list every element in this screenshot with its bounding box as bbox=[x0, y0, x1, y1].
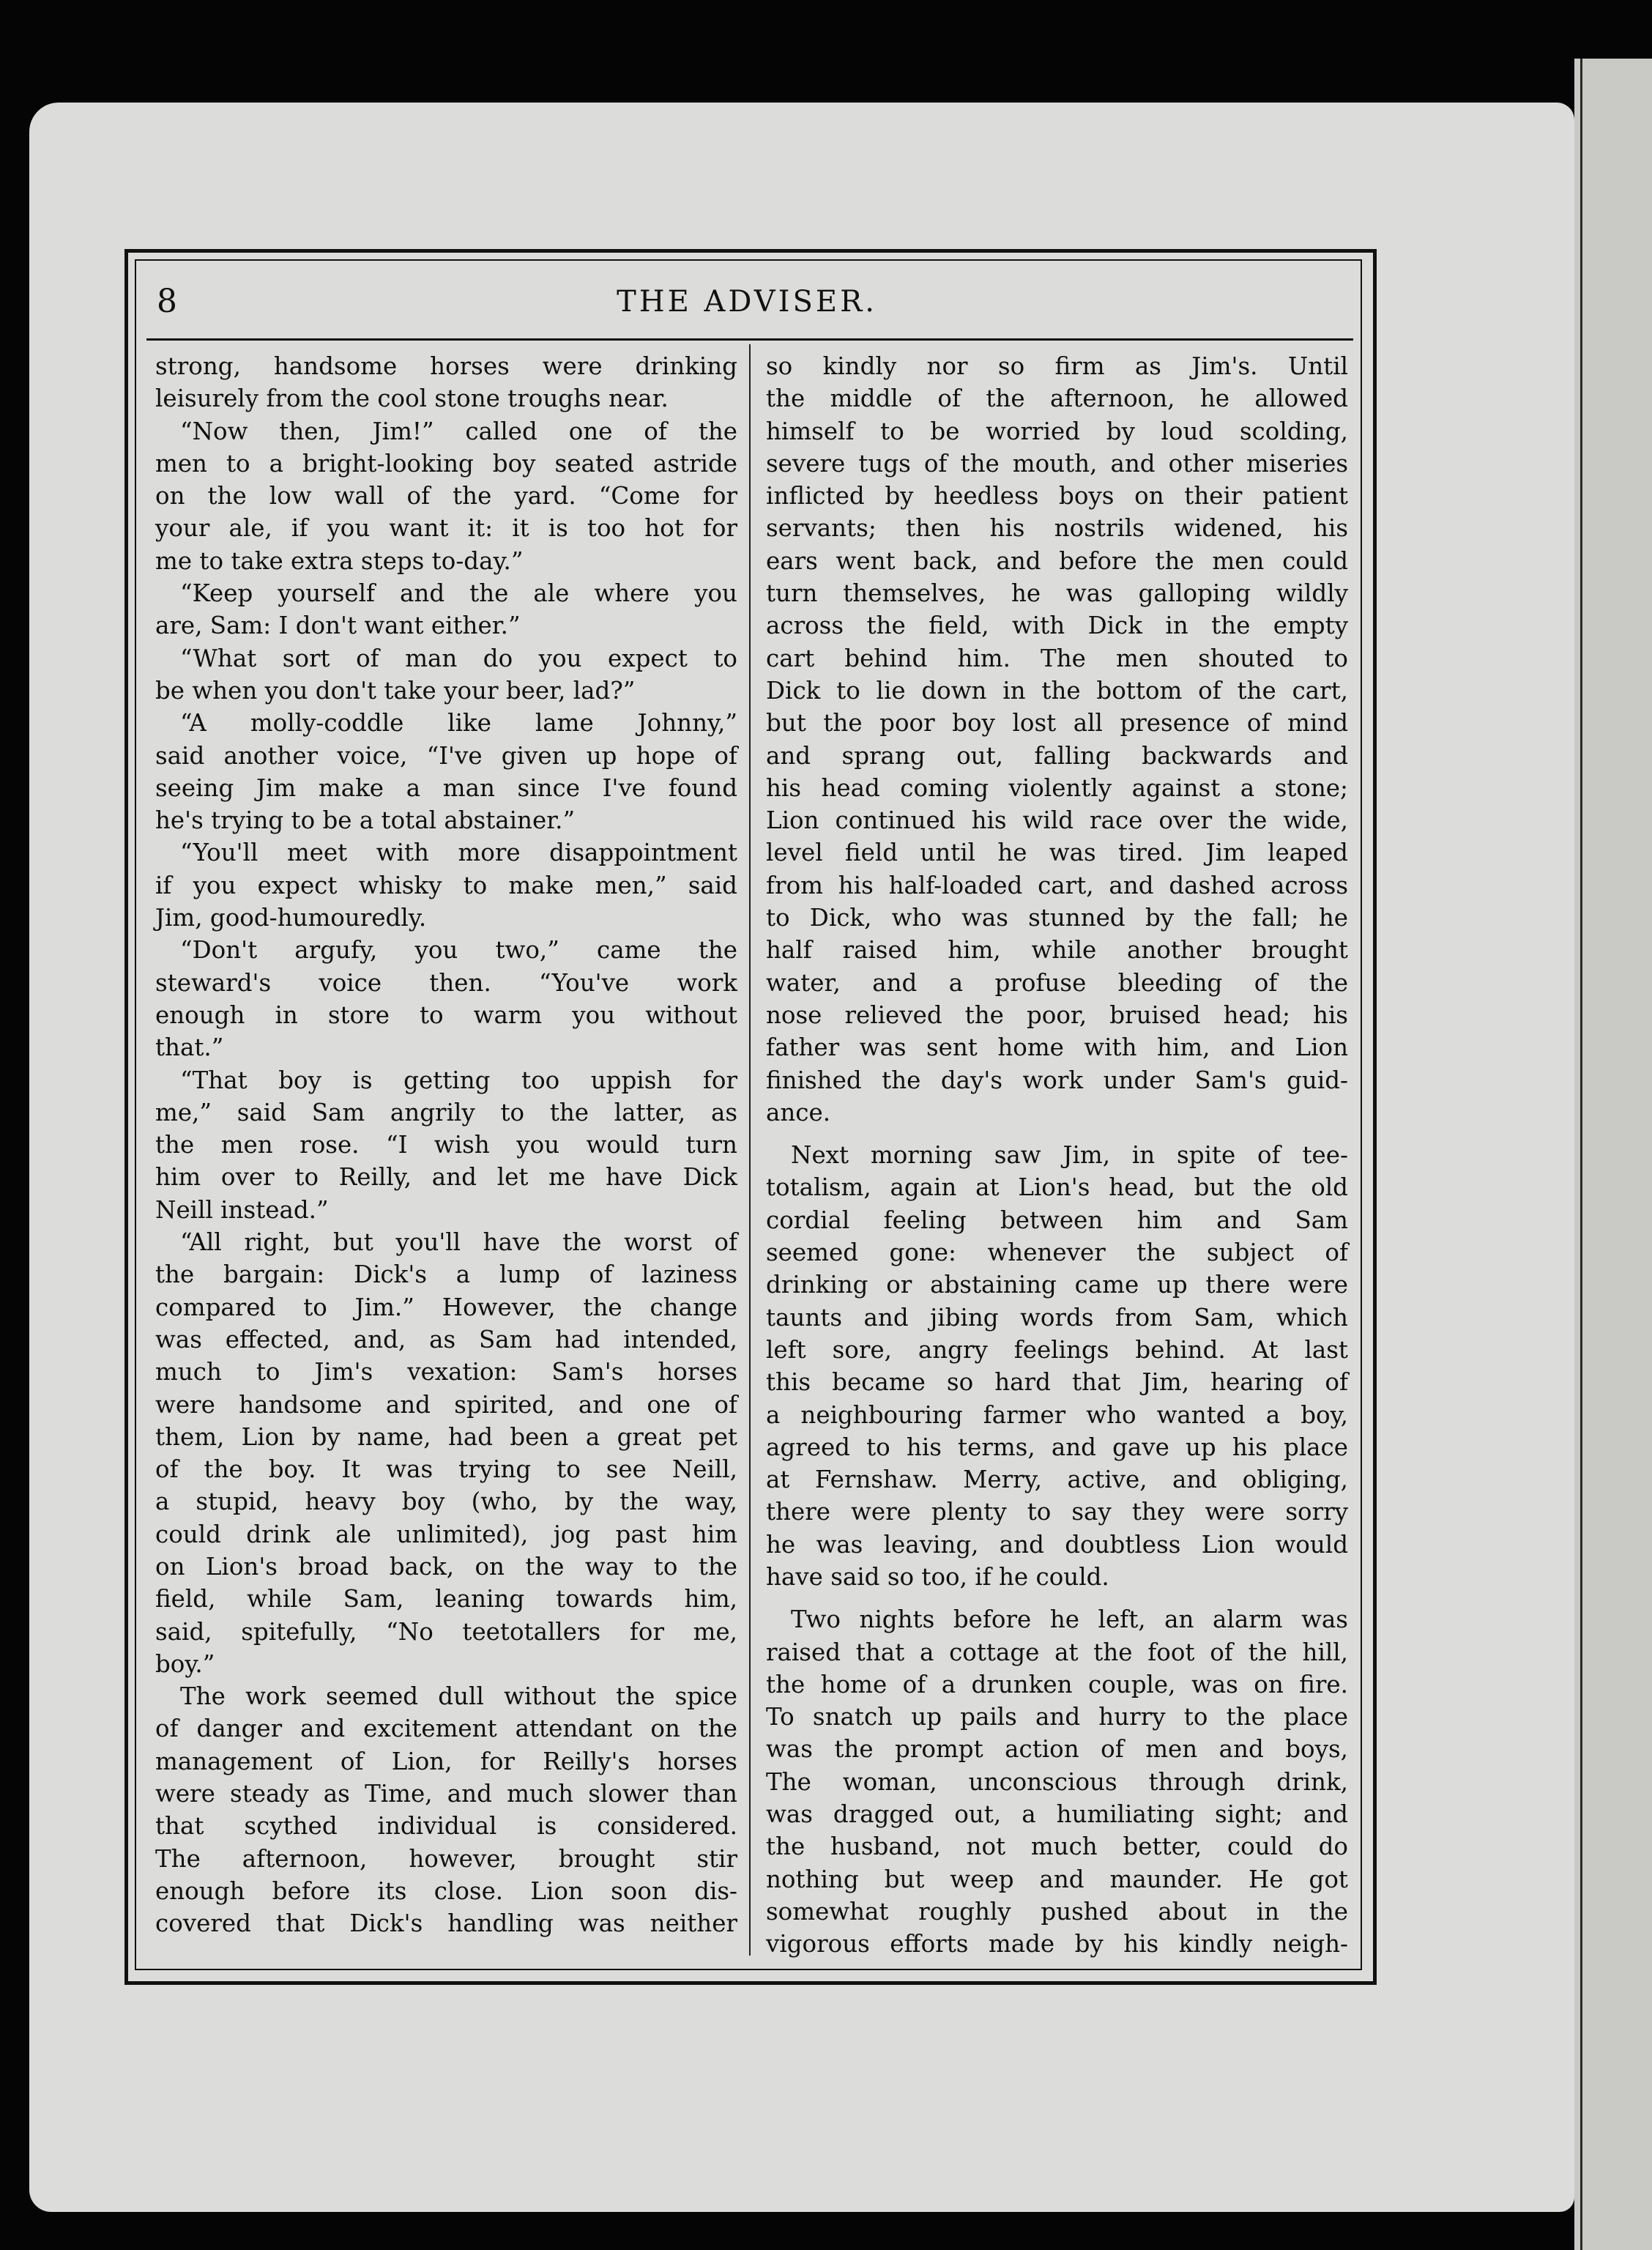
text-line: nose relieved the poor, bruised head; his bbox=[766, 1000, 1348, 1029]
text-line: Next morning saw Jim, in spite of tee- bbox=[791, 1141, 1348, 1170]
text-line: leisurely from the cool stone troughs near. bbox=[155, 385, 669, 413]
text-line: management of Lion, for Reilly's horses bbox=[155, 1747, 737, 1775]
text-line: seeing Jim make a man since I've found bbox=[155, 773, 737, 802]
text-line: vigorous efforts made by his kindly neigh- bbox=[766, 1930, 1348, 1958]
text-line: he's trying to be a total abstainer.” bbox=[155, 806, 576, 835]
text-line: he was leaving, and doubtless Lion would bbox=[766, 1530, 1348, 1559]
text-line: servants; then his nostrils widened, his bbox=[766, 514, 1348, 543]
text-line: inflicted by heedless boys on their patient bbox=[766, 482, 1348, 510]
page-fold-line bbox=[1580, 59, 1582, 2250]
text-line: be when you don't take your beer, lad?” bbox=[155, 676, 636, 705]
text-line: “Keep yourself and the ale where you bbox=[180, 579, 737, 608]
text-line: much to Jim's vexation: Sam's horses bbox=[155, 1358, 737, 1386]
text-line: have said so too, if he could. bbox=[766, 1562, 1109, 1591]
paragraph-gap bbox=[766, 1129, 1348, 1139]
text-line: drinking or abstaining came up there were bbox=[766, 1271, 1348, 1299]
text-line: nothing but weep and maunder. He got bbox=[766, 1865, 1348, 1893]
text-line: are, Sam: I don't want either.” bbox=[155, 612, 521, 640]
text-line: left sore, angry feelings behind. At last bbox=[766, 1335, 1348, 1364]
text-line: himself to be worried by loud scolding, bbox=[766, 417, 1348, 445]
text-line: there were plenty to say they were sorry bbox=[766, 1498, 1348, 1526]
text-column-left bbox=[155, 350, 737, 1940]
text-line: was dragged out, a humiliating sight; and bbox=[766, 1800, 1348, 1829]
text-line: of the boy. It was trying to see Neill, bbox=[155, 1455, 737, 1484]
text-line: men to a bright-looking boy seated astride bbox=[155, 449, 737, 478]
text-line: “Don't argufy, you two,” came the bbox=[180, 936, 737, 965]
text-line: turn themselves, he was galloping wildly bbox=[766, 579, 1348, 608]
text-line: him over to Reilly, and let me have Dick bbox=[155, 1163, 737, 1192]
text-line: me to take extra steps to-day.” bbox=[155, 546, 524, 575]
text-line: was effected, and, as Sam had intended, bbox=[155, 1325, 737, 1354]
text-line: agreed to his terms, and gave up his place bbox=[766, 1433, 1348, 1461]
text-line: enough in store to warm you without bbox=[155, 1000, 737, 1029]
text-line: strong, handsome horses were drinking bbox=[155, 352, 737, 380]
text-line: the men rose. “I wish you would turn bbox=[155, 1131, 737, 1159]
text-line: were steady as Time, and much slower than bbox=[155, 1780, 737, 1808]
text-line: a neighbouring farmer who wanted a boy, bbox=[766, 1400, 1348, 1429]
text-line: cordial feeling between him and Sam bbox=[766, 1206, 1348, 1234]
text-line: level field until he was tired. Jim leaped bbox=[766, 839, 1348, 867]
text-line: “Now then, Jim!” called one of the bbox=[180, 417, 737, 445]
text-line: “You'll meet with more disappointment bbox=[180, 839, 737, 867]
text-line: ears went back, and before the men could bbox=[766, 546, 1348, 575]
text-line: “All right, but you'll have the worst of bbox=[180, 1228, 737, 1257]
facing-page-edge bbox=[1574, 59, 1652, 2250]
text-line: steward's voice then. “You've work bbox=[155, 968, 737, 997]
text-line: them, Lion by name, had been a great pet bbox=[155, 1422, 737, 1451]
text-line: “What sort of man do you expect to bbox=[180, 644, 737, 672]
text-line: The work seemed dull without the spice bbox=[180, 1682, 737, 1711]
text-line: if you expect whisky to make men,” said bbox=[155, 871, 737, 899]
text-line: cart behind him. The men shouted to bbox=[766, 644, 1348, 672]
running-title: THE ADVISER. bbox=[617, 285, 877, 319]
text-line: from his half-loaded cart, and dashed across bbox=[766, 871, 1348, 899]
text-line: and sprang out, falling backwards and bbox=[766, 741, 1348, 770]
text-line: that.” bbox=[155, 1033, 224, 1062]
text-line: this became so hard that Jim, hearing of bbox=[766, 1368, 1348, 1397]
text-line: boy.” bbox=[155, 1649, 215, 1678]
header-rule bbox=[146, 338, 1353, 341]
text-line: covered that Dick's handling was neither bbox=[155, 1909, 737, 1938]
text-line: so kindly nor so firm as Jim's. Until bbox=[766, 352, 1348, 380]
text-line: me,” said Sam angrily to the latter, as bbox=[155, 1098, 737, 1126]
text-line: taunts and jibing words from Sam, which bbox=[766, 1303, 1348, 1332]
text-line: “A molly-coddle like lame Johnny,” bbox=[180, 709, 737, 738]
text-line: that scythed individual is considered. bbox=[155, 1812, 737, 1841]
text-line: said, spitefully, “No teetotallers for me, bbox=[155, 1617, 737, 1646]
text-line: of danger and excitement attendant on the bbox=[155, 1715, 737, 1743]
text-line: compared to Jim.” However, the change bbox=[155, 1293, 737, 1321]
text-line: “That boy is getting too uppish for bbox=[180, 1066, 737, 1094]
text-line: but the poor boy lost all presence of mind bbox=[766, 709, 1348, 738]
text-line: on Lion's broad back, on the way to the bbox=[155, 1552, 737, 1581]
text-column-right bbox=[766, 350, 1348, 1961]
text-line: Two nights before he left, an alarm was bbox=[791, 1605, 1348, 1634]
text-line: To snatch up pails and hurry to the place bbox=[766, 1703, 1348, 1731]
text-line: half raised him, while another brought bbox=[766, 936, 1348, 965]
paragraph-gap bbox=[766, 1593, 1348, 1603]
column-divider bbox=[749, 344, 751, 1956]
text-line: on the low wall of the yard. “Come for bbox=[155, 482, 737, 510]
text-line: finished the day's work under Sam's guid- bbox=[766, 1066, 1348, 1094]
text-line: enough before its close. Lion soon dis- bbox=[155, 1876, 737, 1905]
text-line: Lion continued his wild race over the wide, bbox=[766, 806, 1348, 835]
text-line: his head coming violently against a stone; bbox=[766, 773, 1348, 802]
text-line: your ale, if you want it: it is too hot for bbox=[155, 514, 737, 543]
text-line: said another voice, “I've given up hope of bbox=[155, 741, 737, 770]
text-line: somewhat roughly pushed about in the bbox=[766, 1897, 1348, 1926]
text-line: could drink ale unlimited), jog past him bbox=[155, 1520, 737, 1548]
text-line: a stupid, heavy boy (who, by the way, bbox=[155, 1488, 737, 1516]
text-line: the bargain: Dick's a lump of laziness bbox=[155, 1260, 737, 1289]
text-line: Dick to lie down in the bottom of the cart, bbox=[766, 676, 1348, 705]
text-line: across the field, with Dick in the empty bbox=[766, 612, 1348, 640]
text-line: father was sent home with him, and Lion bbox=[766, 1033, 1348, 1062]
text-line: the home of a drunken couple, was on fire. bbox=[766, 1670, 1348, 1698]
text-line: Neill instead.” bbox=[155, 1195, 329, 1224]
text-line: the husband, not much better, could do bbox=[766, 1833, 1348, 1861]
text-line: The afternoon, however, brought stir bbox=[155, 1844, 737, 1873]
text-line: to Dick, who was stunned by the fall; he bbox=[766, 904, 1348, 932]
page-number: 8 bbox=[157, 283, 177, 320]
text-line: severe tugs of the mouth, and other miseries bbox=[766, 449, 1348, 478]
text-line: The woman, unconscious through drink, bbox=[766, 1767, 1348, 1796]
text-line: ance. bbox=[766, 1098, 831, 1126]
text-line: totalism, again at Lion's head, but the old bbox=[766, 1173, 1348, 1202]
text-line: seemed gone: whenever the subject of bbox=[766, 1239, 1348, 1267]
text-line: were handsome and spirited, and one of bbox=[155, 1390, 737, 1419]
text-line: was the prompt action of men and boys, bbox=[766, 1735, 1348, 1764]
text-line: at Fernshaw. Merry, active, and obliging, bbox=[766, 1466, 1348, 1494]
page-header bbox=[154, 278, 1340, 330]
text-line: raised that a cottage at the foot of the hill, bbox=[766, 1638, 1348, 1666]
text-line: the middle of the afternoon, he allowed bbox=[766, 385, 1348, 413]
text-line: field, while Sam, leaning towards him, bbox=[155, 1585, 737, 1614]
text-line: Jim, good-humouredly. bbox=[155, 904, 427, 932]
text-line: water, and a profuse bleeding of the bbox=[766, 968, 1348, 997]
